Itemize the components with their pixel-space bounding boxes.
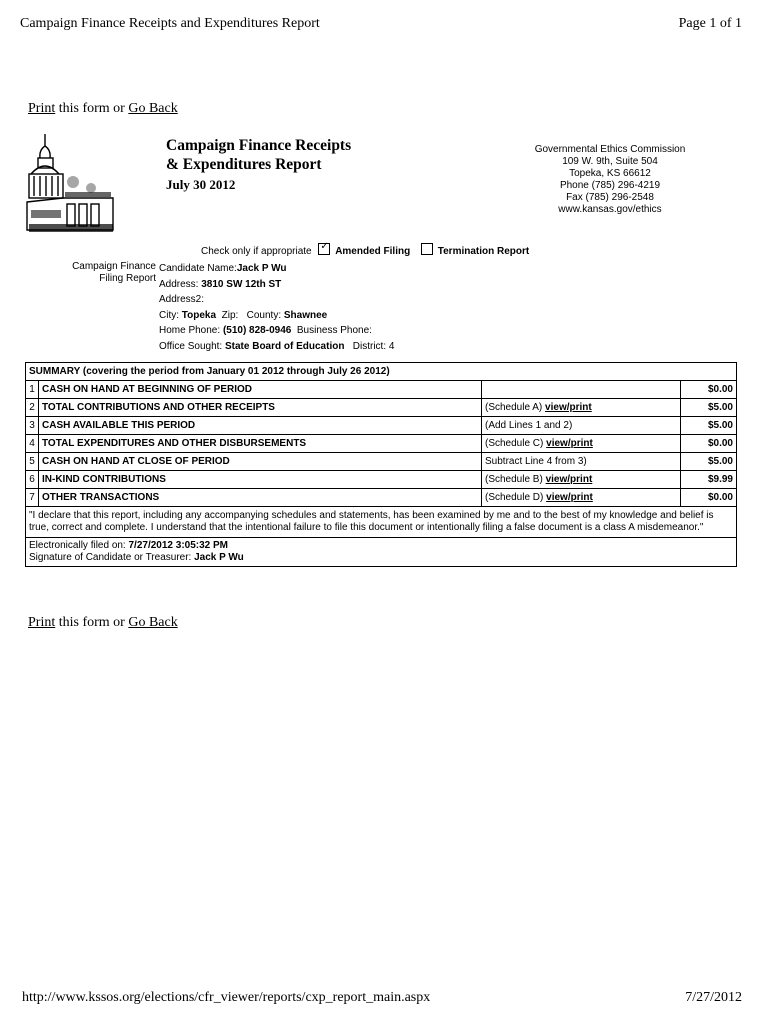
summary-caption-row [26,363,737,381]
state-seal-logo [25,132,117,236]
agency-phone: Phone (785) 296-4219 [559,180,661,191]
candidate-address2-row: Address2: [159,294,205,305]
schedule-c-view-print-link[interactable]: view/print [546,437,593,449]
table-row: 7 OTHER TRANSACTIONS (Schedule D) view/print $0.00 [26,489,737,507]
go-back-link[interactable]: Go Back [128,615,178,630]
schedule-b-view-print-link[interactable]: view/print [545,473,593,485]
candidate-office: State Board of Education [224,340,345,352]
filing-info: Electronically filed on: 7/27/2012 3:05:32 PM Signature of Candidate or Treasurer: Jack P Wu [26,538,737,567]
filed-timestamp: 7/27/2012 3:05:32 PM [128,540,229,551]
print-footer-url: http://www.kssos.org/elections/cfr_viewer/reports/cxp_report_main.aspx [22,990,431,1005]
table-row: 2 TOTAL CONTRIBUTIONS AND OTHER RECEIPTS (Schedule A) view/print $5.00 [26,399,737,417]
report-title-block [166,136,351,194]
print-header-page: Page 1 of 1 [678,16,742,31]
summary-caption: SUMMARY (covering the period from January 01 2012 through July 26 2012) [26,363,737,381]
table-row: 1 CASH ON HAND AT BEGINNING OF PERIOD $0.00 [26,381,737,399]
print-footer-date: 7/27/2012 [685,990,742,1005]
candidate-home-phone: (510) 828-0946 [222,325,292,336]
amount-cell: $5.00 [681,453,737,471]
amount-cell: $5.00 [681,417,737,435]
print-link[interactable]: Print [28,101,56,116]
table-row: 4 TOTAL EXPENDITURES AND OTHER DISBURSEMENTS (Schedule C) view/print $0.00 [26,435,737,453]
filed-row [26,538,737,567]
candidate-phone-row: Home Phone: (510) 828-0946 Business Phone: [159,325,372,336]
table-row: 6 IN-KIND CONTRIBUTIONS (Schedule B) view/print $9.99 [26,471,737,489]
table-row: 3 CASH AVAILABLE THIS PERIOD (Add Lines 1 and 2) $5.00 [26,417,737,435]
candidate-name: Jack P Wu [236,263,287,274]
table-row: 5 CASH ON HAND AT CLOSE OF PERIOD Subtract Line 4 from 3) $5.00 [26,453,737,471]
signature-name: Jack P Wu [194,552,244,563]
report-title-line1: Campaign Finance Receipts [166,137,352,154]
print-bar-text: this form or [55,101,129,116]
agency-name: Governmental Ethics Commission [534,144,686,155]
termination-report-checkbox[interactable] [421,243,433,255]
agency-address-block [504,144,716,216]
agency-website: www.kansas.gov/ethics [558,204,662,215]
declaration-row [26,507,737,538]
amount-cell: $9.99 [681,471,737,489]
candidate-address: 3810 SW 12th ST [201,278,282,290]
report-date: July 30 2012 [166,177,236,192]
filing-report-label: Campaign Finance Filing Report [72,261,156,284]
print-link[interactable]: Print [28,615,56,630]
candidate-city: Topeka [181,309,217,321]
amount-cell: $5.00 [681,399,737,417]
amount-cell: $0.00 [681,435,737,453]
amended-filing-label: Amended Filing [335,246,411,257]
print-bar-top [28,101,178,117]
check-mark-icon: ✓ [320,241,329,252]
agency-fax: Fax (785) 296-2548 [566,192,654,203]
schedule-d-view-print-link[interactable]: view/print [546,491,593,503]
candidate-name-row: Candidate Name:Jack P Wu [159,263,287,274]
agency-street: 109 W. 9th, Suite 504 [562,156,658,167]
candidate-address-row: Address: 3810 SW 12th ST [159,278,282,290]
summary-table [25,362,737,567]
amount-cell: $0.00 [681,381,737,399]
print-bar-text: this form or [55,615,129,630]
schedule-a-view-print-link[interactable]: view/print [545,401,592,413]
filing-type-checks [201,243,529,257]
termination-report-label: Termination Report [437,246,530,257]
candidate-county: Shawnee [283,309,328,321]
declaration-text: "I declare that this report, including any accompanying schedules and statements, has been examined by me and to the best of my knowledge and belief is true, correct and complete. I understand that the intentional failure to file this document or intentionally filing a false document is a class A misdemeanor." [26,507,737,538]
check-prompt: Check only if appropriate [201,246,312,257]
agency-city: Topeka, KS 66612 [569,168,651,179]
report-title-line2: & Expenditures Report [166,156,322,173]
print-bar-bottom [28,615,178,631]
candidate-city-row: City: Topeka Zip: County: Shawnee [159,309,328,321]
amended-filing-checkbox[interactable] [318,243,330,255]
go-back-link[interactable]: Go Back [128,101,178,116]
candidate-office-row: Office Sought: State Board of Education District: 4 [159,340,395,352]
print-header-title: Campaign Finance Receipts and Expenditures Report [20,16,320,31]
candidate-info [159,261,394,354]
amount-cell: $0.00 [681,489,737,507]
candidate-district: 4 [388,340,395,352]
